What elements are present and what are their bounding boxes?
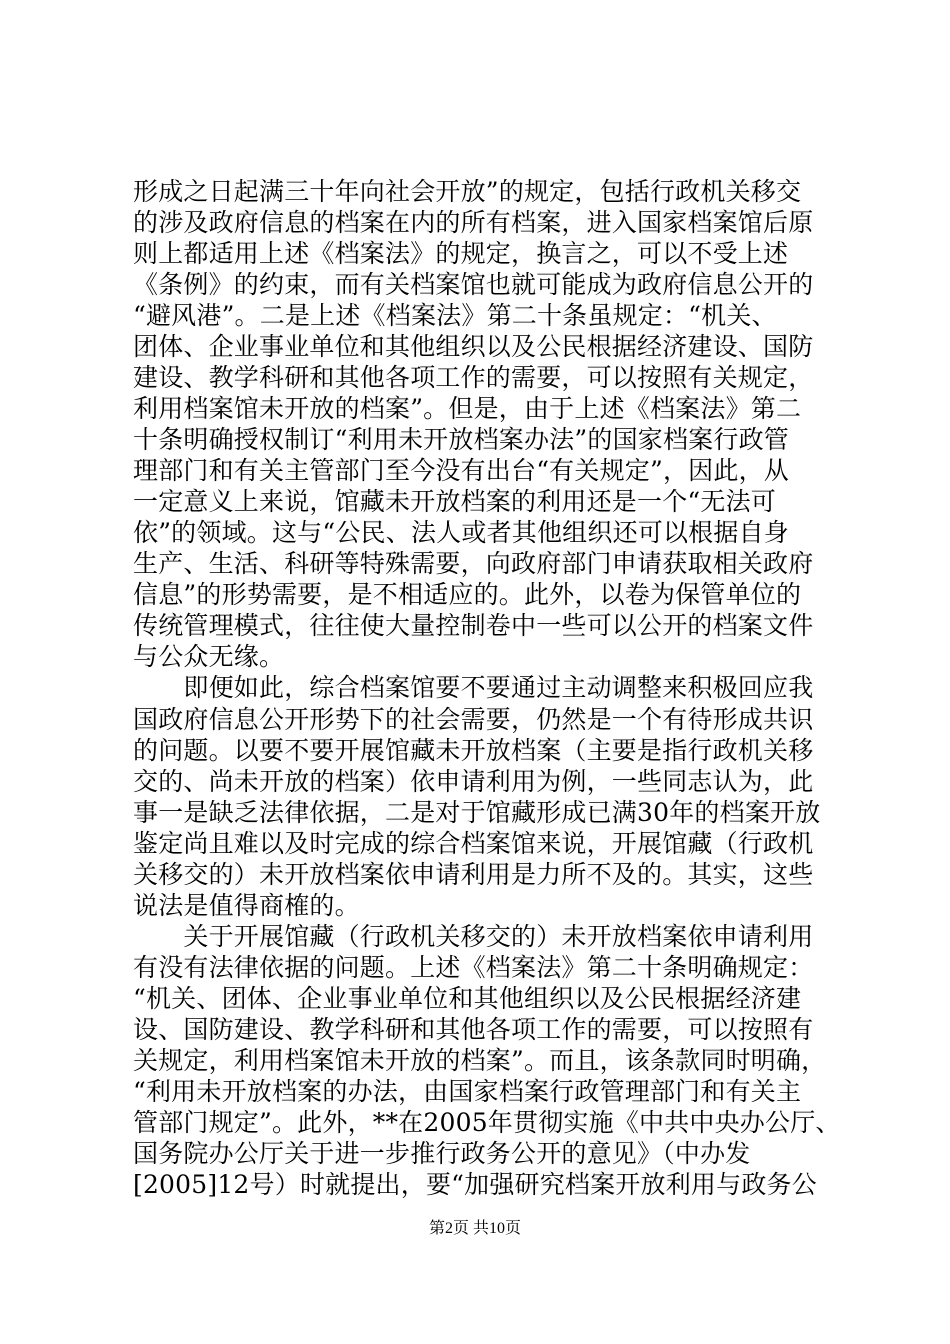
text-line: 理部门和有关主管部门至今没有出台“有关规定”，因此，从: [133, 456, 789, 486]
text-line: 信息”的形势需要，是不相适应的。此外，以卷为保管单位的: [133, 580, 802, 610]
text-line: 管部门规定”。此外，**在2005年贯彻实施《中共中央办公厅、: [133, 1107, 841, 1137]
text-line: 设、国防建设、教学科研和其他各项工作的需要，可以按照有: [133, 1014, 814, 1044]
text-line: “避风港”。二是上述《档案法》第二十条虽规定：“机关、: [133, 301, 777, 331]
text-line: 建设、教学科研和其他各项工作的需要，可以按照有关规定，: [133, 363, 814, 393]
text-line: 的涉及政府信息的档案在内的所有档案，进入国家档案馆后原: [133, 208, 814, 238]
text-line: 鉴定尚且难以及时完成的综合档案馆来说，开展馆藏（行政机: [133, 828, 814, 858]
text-line: 即便如此，综合档案馆要不要通过主动调整来积极回应我: [133, 673, 814, 703]
text-line: “利用未开放档案的办法，由国家档案行政管理部门和有关主: [133, 1076, 802, 1106]
text-line: 生产、生活、科研等特殊需要，向政府部门申请获取相关政府: [133, 549, 814, 579]
text-line: 依”的领域。这与“公民、法人或者其他组织还可以根据自身: [133, 518, 789, 548]
text-line: 团体、企业事业单位和其他组织以及公民根据经济建设、国防: [133, 332, 814, 362]
text-line: 则上都适用上述《档案法》的规定，换言之，可以不受上述: [133, 239, 789, 269]
text-line: 关于开展馆藏（行政机关移交的）未开放档案依申请利用: [133, 921, 814, 951]
text-line: 关移交的）未开放档案依申请利用是力所不及的。其实，这些: [133, 859, 814, 889]
text-line: 利用档案馆未开放的档案”。但是，由于上述《档案法》第二: [133, 394, 802, 424]
text-line: 事一是缺乏法律依据，二是对于馆藏形成已满30年的档案开放: [133, 797, 821, 827]
text-line: 一定意义上来说，馆藏未开放档案的利用还是一个“无法可: [133, 487, 776, 517]
text-line: 关规定，利用档案馆未开放的档案”。而且，该条款同时明确，: [133, 1045, 827, 1075]
text-line: 与公众无缘。: [133, 642, 285, 672]
text-line: 《条例》的约束，而有关档案馆也就可能成为政府信息公开的: [133, 270, 814, 300]
text-line: 国务院办公厅关于进一步推行政务公开的意见》（中办发: [133, 1138, 751, 1168]
text-line: [2005]12号）时就提出，要“加强研究档案开放利用与政务公: [133, 1169, 817, 1199]
text-line: 交的、尚未开放的档案）依申请利用为例，一些同志认为，此: [133, 766, 814, 796]
page-number-footer: 第2页 共10页: [428, 1220, 521, 1237]
text-line: 形成之日起满三十年向社会开放”的规定，包括行政机关移交: [133, 177, 802, 206]
text-line: “机关、团体、企业事业单位和其他组织以及公民根据经济建: [133, 983, 802, 1013]
text-line: 传统管理模式，往往使大量控制卷中一些可以公开的档案文件: [133, 611, 814, 641]
text-line: 十条明确授权制订“利用未开放档案办法”的国家档案行政管: [133, 425, 789, 455]
text-line: 说法是值得商榷的。: [133, 890, 360, 920]
text-line: 有没有法律依据的问题。上述《档案法》第二十条明确规定：: [133, 952, 814, 982]
text-line: 的问题。以要不要开展馆藏未开放档案（主要是指行政机关移: [133, 735, 814, 765]
text-line: 国政府信息公开形势下的社会需要，仍然是一个有待形成共识: [133, 704, 814, 734]
